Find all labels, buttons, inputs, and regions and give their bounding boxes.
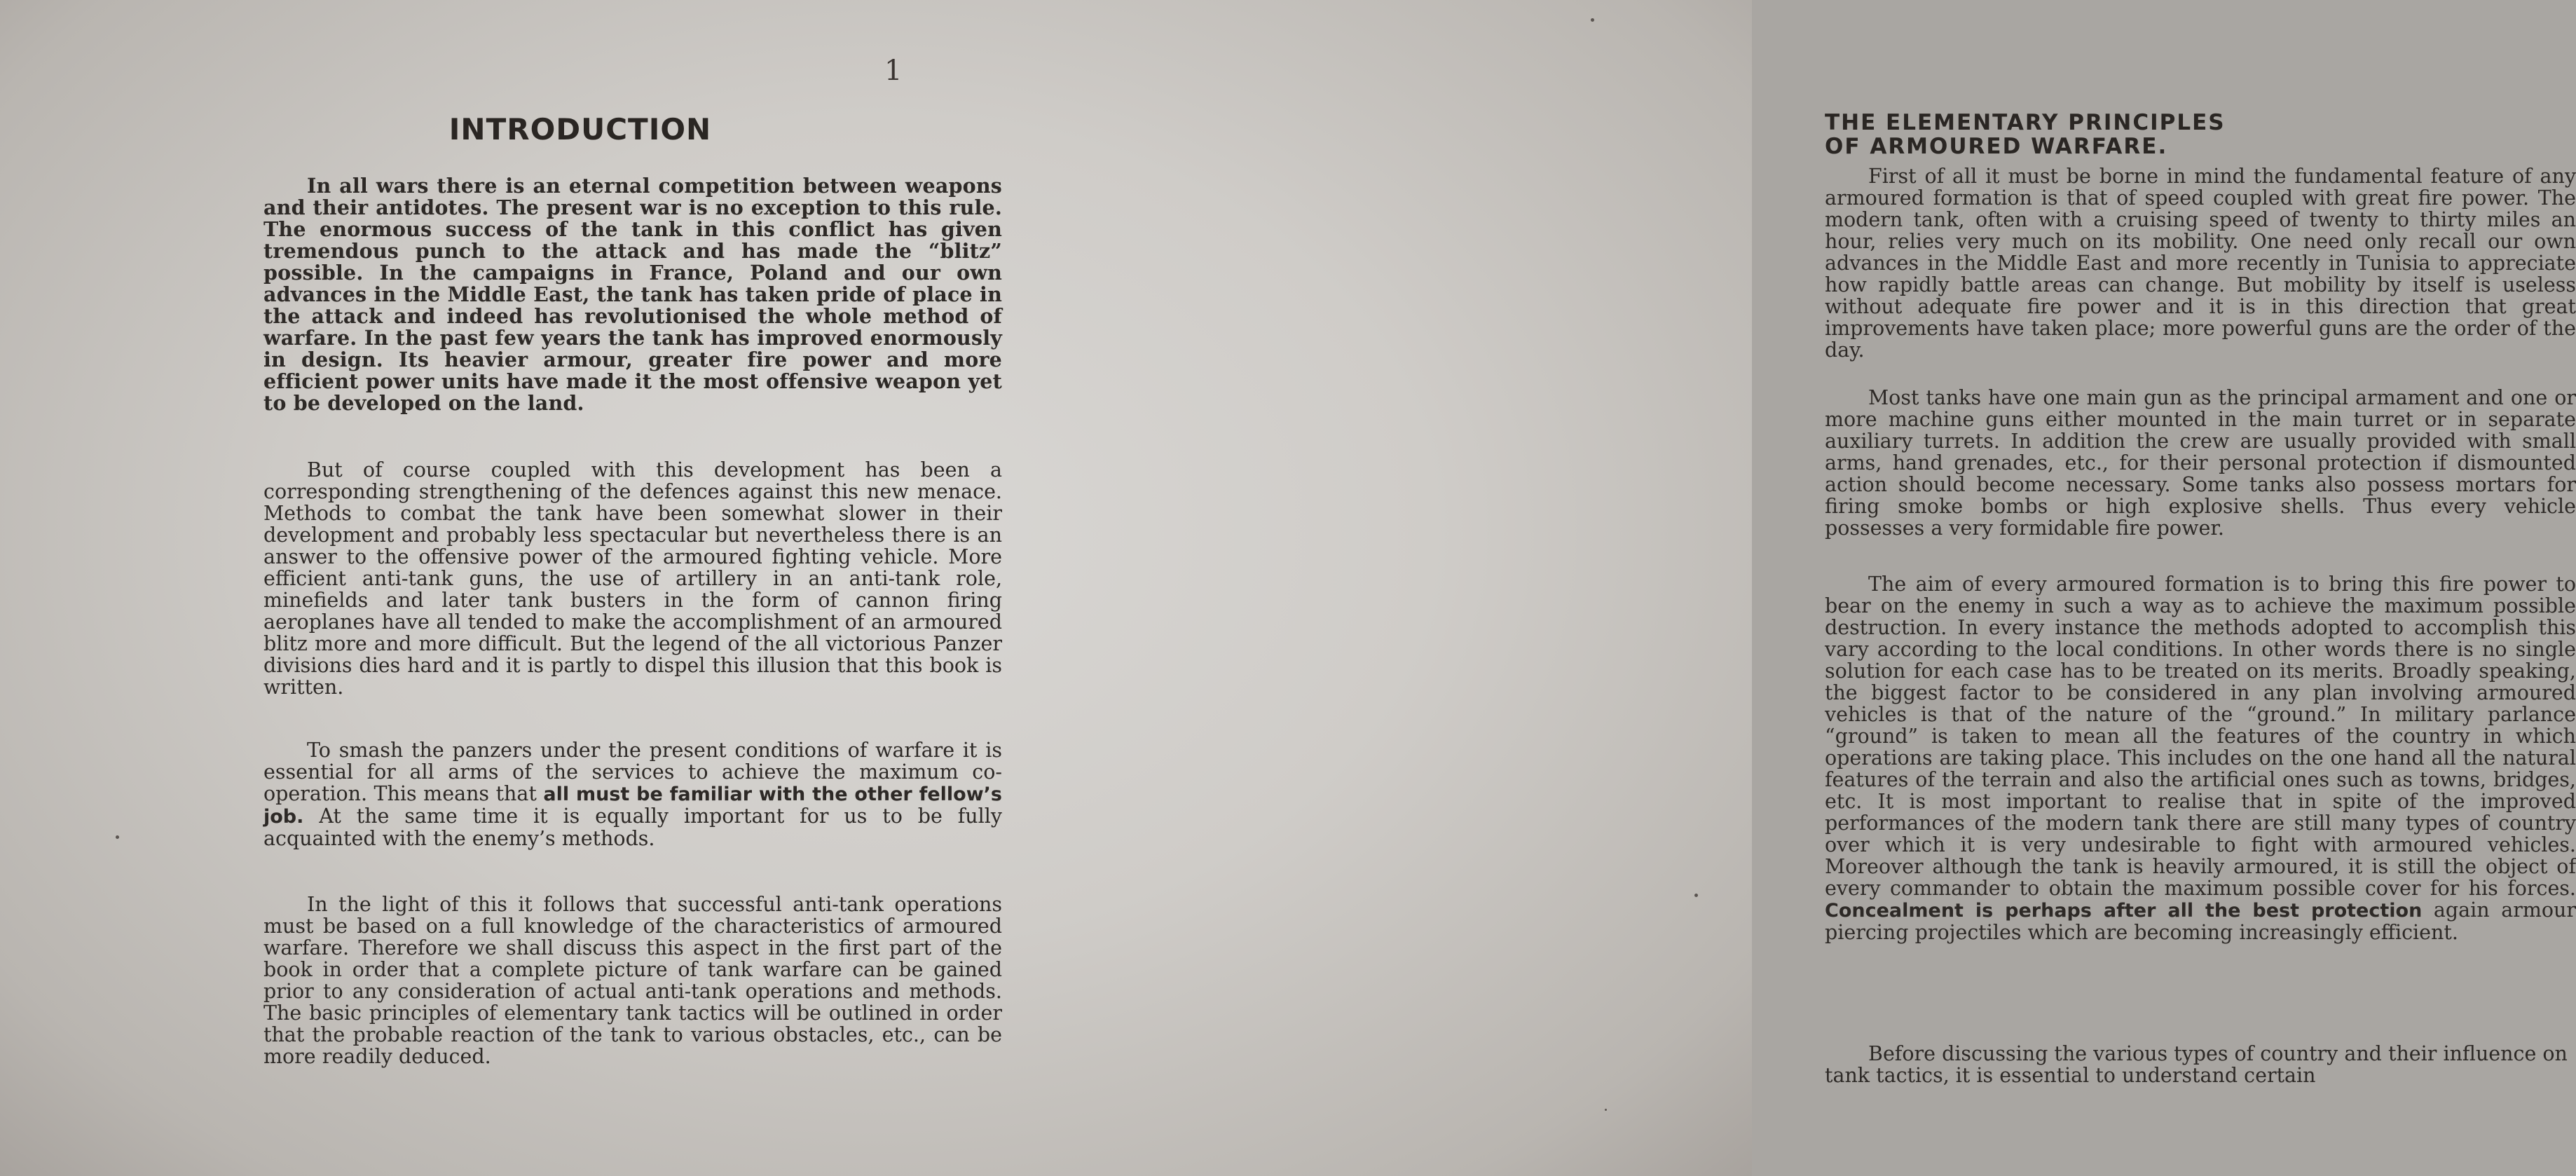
intro-paragraph-1: In all wars there is an eternal competition between weapons and their antidotes. The present war is no exception to this rule. The enormous success of the tank in this conflict has given tremendous punch to the attack and has made the “blitz” possible. In the campaigns in France, Poland and our own advances in the Middle East, the tank has taken pride of place in the attack and indeed has revolutionised the whole method of warfare. In the past few years the tank has improved enormously in design. Its heavier armour, greater fire power and more efficient power units have made it the most offensive weapon yet to be developed on the land. <box>263 174 1002 415</box>
intro-paragraph-3-end: At the same time it is equally important for us to be fully acquainted with the enemy’s methods. <box>263 805 1002 850</box>
intro-paragraph-4: In the light of this it follows that successful anti-tank operations must be based on a full knowledge of the characteristics of armoured warfare. Therefore we shall discuss this aspect in the first part of the book in order that a complete picture of tank warfare can be gained prior to any consideration of actual anti-tank operations and methods. The basic principles of elementary tank tactics will be outlined in order that the probable reaction of the tank to various obstacles, etc., can be more readily deduced. <box>263 893 1002 1068</box>
intro-paragraph-3-text: To smash the panzers under the present conditions of warfare it is essential for all arms of the services to achieve the maximum co-operation. This means that <box>263 739 1002 805</box>
paper-speck <box>116 835 119 839</box>
principles-paragraph-2: Most tanks have one main gun as the principal armament and one or more machine guns either mounted in the main turret or in separate auxiliary turrets. In addition the crew are usually provided with small arms, hand grenades, etc., for their personal protection if dismounted action should become necessary. Some tanks also possess mortars for firing smoke bombs or high explosive shells. Thus every vehicle possesses a very formidable fire power. <box>1825 386 2576 540</box>
principles-heading-line-1: THE ELEMENTARY PRINCIPLES <box>1825 110 2226 135</box>
principles-paragraph-3-text: The aim of every armoured formation is to bring this fire power to bear on the enemy in such a way as to achieve the maximum possible destruction. In every instance the methods adopted to accomplish this vary according to the local conditions. In other words there is no single solution for each case has to be treated on its merits. Broadly speaking, the biggest factor to be considered in any plan involving armoured vehicles is that of the nature of the “ground.” In military parlance “ground” is taken to mean all the features of the country in which operations are taking place. This includes on the one hand all the natural features of the terrain and also the artificial ones such as towns, bridges, etc. It is most important to realise that in spite of the improved performances of the modern tank there are still many types of country over which it is very undesirable to fight with armoured vehicles. Moreover although the tank is heavily armoured, it is still the object of every commander to obtain the maximum possible cover for his forces. <box>1825 573 2576 900</box>
paper-speck <box>1605 1109 1607 1111</box>
paper-speck <box>1694 894 1698 897</box>
introduction-heading: INTRODUCTION <box>448 112 712 146</box>
paper-speck <box>1591 18 1594 22</box>
page-number: 1 <box>884 55 903 87</box>
principles-paragraph-1: First of all it must be borne in mind the fundamental feature of any armoured formation is that of speed coupled with great fire power. The modern tank, often with a cruising speed of twenty to thirty miles an hour, relies very much on its mobility. One need only recall our own advances in the Middle East and more recently in Tunisia to appreciate how rapidly battle areas can change. But mobility by itself is useless without adequate fire power and it is in this direction that great improvements have taken place; more powerful guns are the order of the day. <box>1825 165 2576 362</box>
intro-paragraph-2: But of course coupled with this development has been a corresponding strengthening of the defences against this new menace. Methods to combat the tank have been somewhat slower in their development and probably less spectacular but nevertheless there is an answer to the offensive power of the armoured fighting vehicle. More efficient anti-tank guns, the use of artillery in an anti-tank role, minefields and later tank busters in the form of cannon firing aeroplanes have all tended to make the accomplishment of an armoured blitz more and more difficult. But the legend of the all victorious Panzer divisions dies hard and it is partly to dispel this illusion that this book is written. <box>263 458 1002 699</box>
intro-paragraph-3 <box>263 739 1002 849</box>
intro-paragraph-3-emphasis: all must be familiar with the other fellow’s job. <box>263 784 1002 828</box>
principles-paragraph-3 <box>1825 573 2576 943</box>
principles-paragraph-3-emphasis: Concealment is perhaps after all the best protection <box>1825 900 2423 922</box>
principles-paragraph-4: Before discussing the various types of country and their influence on tank tactics, it is essential to understand certain <box>1825 1042 2568 1087</box>
principles-heading-line-2: OF ARMOURED WARFARE. <box>1825 134 2168 159</box>
principles-heading <box>1825 111 2357 158</box>
principles-paragraph-3-end: again armour piercing projectiles which are becoming increasingly efficient. <box>1825 898 2576 944</box>
